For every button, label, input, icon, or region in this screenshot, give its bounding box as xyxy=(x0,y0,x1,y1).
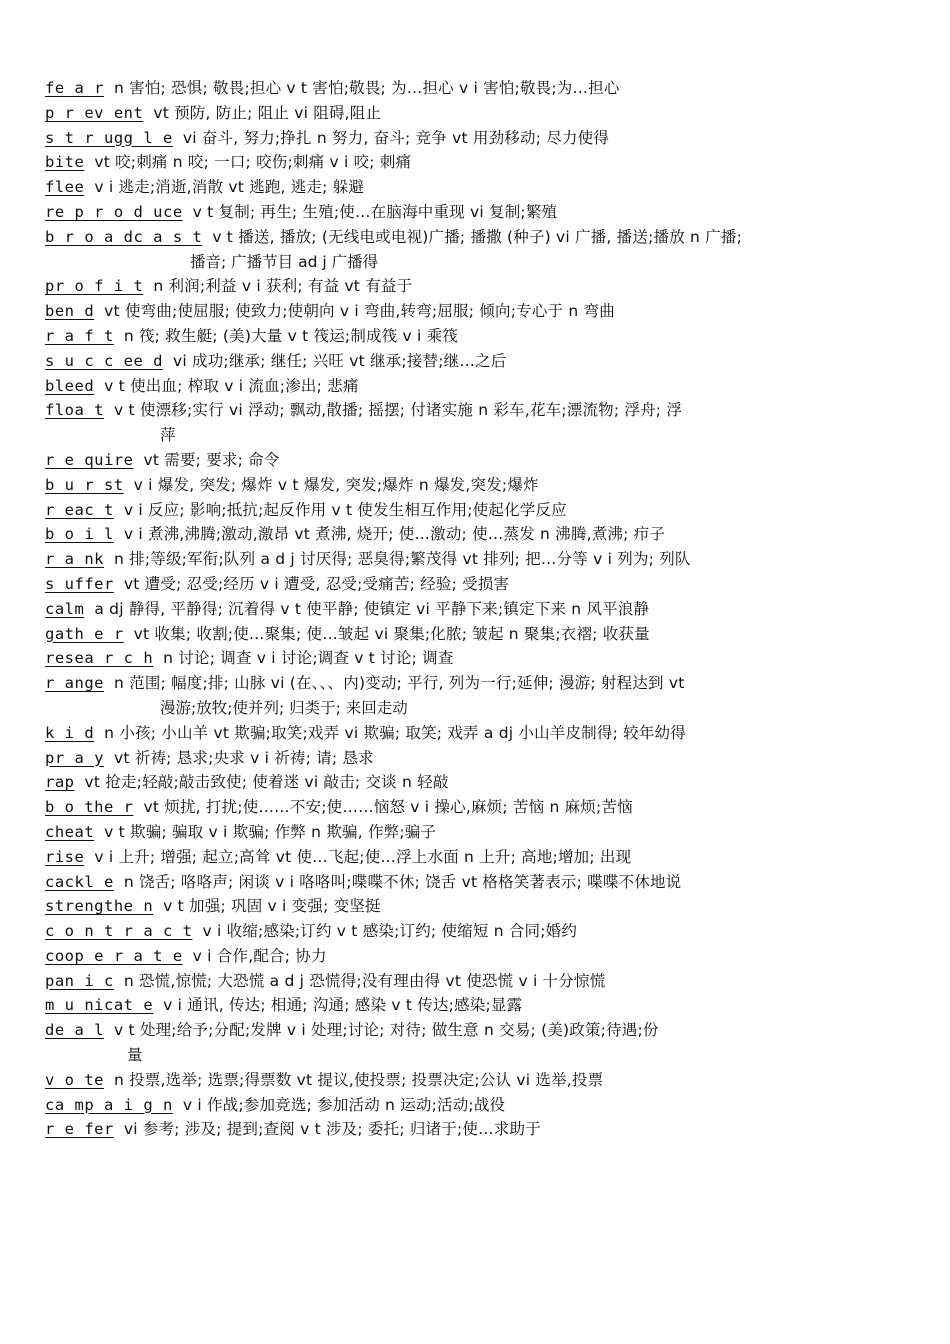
vocab-definition: v i 反应; 影响;抵抗;起反作用 v t 使发生相互作用;使起化学反应 xyxy=(123,500,567,519)
vocab-entry xyxy=(45,993,905,1018)
vocab-entry xyxy=(45,845,905,870)
vocab-entry xyxy=(45,76,905,101)
vocab-word: r e fer xyxy=(45,1120,114,1139)
vocab-word: r a nk xyxy=(45,550,104,569)
vocab-word: p r ev ent xyxy=(45,103,144,122)
vocab-word: pan i c xyxy=(45,971,114,990)
vocab-definition: n 利润;利益 v i 获利; 有益 vt 有益于 xyxy=(153,277,413,296)
vocab-entry xyxy=(45,101,905,126)
vocab-word: re p r o d uce xyxy=(45,202,183,221)
vocab-word: flee xyxy=(45,178,85,197)
vocab-definition: v t 使漂移;实行 vi 浮动; 飘动,散播; 摇摆; 付诸实施 n 彩车,花车;漂流物; 浮舟; 浮 xyxy=(114,401,683,420)
vocab-word: cackl e xyxy=(45,872,114,891)
vocab-entry xyxy=(45,374,905,399)
vocab-definition: v t 复制; 再生; 生殖;使…在脑海中重现 vi 复制;繁殖 xyxy=(192,202,558,221)
vocab-entry xyxy=(45,448,905,473)
vocab-entry xyxy=(45,969,905,994)
vocab-word: k i d xyxy=(45,723,95,742)
vocab-definition: vt 使弯曲;使屈服; 使致力;使朝向 v i 弯曲,转弯;屈服; 倾向;专心于 n 弯曲 xyxy=(104,302,615,321)
vocab-entry xyxy=(45,1068,905,1093)
vocab-word: resea r c h xyxy=(45,649,154,668)
vocab-word: s t r ugg l e xyxy=(45,128,173,147)
vocab-definition: vt 预防, 防止; 阻止 vi 阻碍,阻止 xyxy=(153,103,382,122)
vocab-definition-continued: 播音; 广播节目 ad j 广播得 xyxy=(190,252,379,271)
vocab-word: de a l xyxy=(45,1021,104,1040)
vocab-entry xyxy=(45,1093,905,1118)
vocab-entry xyxy=(45,473,905,498)
vocab-definition: vt 需要; 要求; 命令 xyxy=(143,450,280,469)
vocab-definition-continued: 萍 xyxy=(160,426,176,445)
vocab-entry xyxy=(45,225,905,275)
vocab-definition: n 筏; 救生艇; (美)大量 v t 筏运;制成筏 v i 乘筏 xyxy=(123,326,459,345)
vocab-definition-continued: 漫游;放牧;使并列; 归类于; 来回走动 xyxy=(160,698,408,717)
vocab-entry xyxy=(45,349,905,374)
vocab-word: b u r st xyxy=(45,475,124,494)
vocab-word: floa t xyxy=(45,401,104,420)
vocab-definition: v t 使出血; 榨取 v i 流血;渗出; 悲痛 xyxy=(104,376,359,395)
vocab-entry xyxy=(45,597,905,622)
vocab-entry xyxy=(45,274,905,299)
vocab-word: pr o f i t xyxy=(45,277,144,296)
vocab-word: ca mp a i g n xyxy=(45,1095,173,1114)
vocab-word: r e quire xyxy=(45,450,134,469)
vocab-word: strengthe n xyxy=(45,897,154,916)
vocab-entry xyxy=(45,572,905,597)
vocab-word: c o n t r a c t xyxy=(45,922,193,941)
vocab-entry xyxy=(45,770,905,795)
vocab-definition: v t 加强; 巩固 v i 变强; 变坚挺 xyxy=(163,897,381,916)
vocab-definition: v i 煮沸,沸腾;激动,激昂 vt 煮沸, 烧开; 使…激动; 使…蒸发 n 沸腾,煮沸; 疖子 xyxy=(123,525,666,544)
vocab-word: b o i l xyxy=(45,525,114,544)
vocab-entry xyxy=(45,646,905,671)
vocab-word: m u nicat e xyxy=(45,996,154,1015)
vocab-word: rap xyxy=(45,773,75,792)
vocab-entry xyxy=(45,919,905,944)
vocab-entry xyxy=(45,746,905,771)
vocab-entry xyxy=(45,547,905,572)
vocab-definition: vt 祈祷; 恳求;央求 v i 祈祷; 请; 恳求 xyxy=(114,748,374,767)
vocab-definition: vi 奋斗, 努力;挣扎 n 努力, 奋斗; 竞争 vt 用劲移动; 尽力使得 xyxy=(182,128,610,147)
vocab-word: s u c c ee d xyxy=(45,351,163,370)
vocab-entry xyxy=(45,324,905,349)
vocab-definition: vt 抢走;轻敲;敲击致使; 使着迷 vi 敲击; 交谈 n 轻敲 xyxy=(84,773,449,792)
vocab-definition: n 范围; 幅度;排; 山脉 vi (在、、、内)变动; 平行, 列为一行;延伸; 漫游; 射程达到 vt xyxy=(114,674,685,693)
vocab-definition: v i 作战;参加竞选; 参加活动 n 运动;活动;战役 xyxy=(182,1095,506,1114)
vocab-word: gath e r xyxy=(45,624,124,643)
vocab-word: ben d xyxy=(45,302,95,321)
vocab-entry xyxy=(45,1018,905,1068)
vocab-entry xyxy=(45,820,905,845)
vocab-entry xyxy=(45,200,905,225)
vocab-word: coop e r a t e xyxy=(45,946,183,965)
vocab-definition: vi 成功;继承; 继任; 兴旺 vt 继承;接替;继…之后 xyxy=(172,351,507,370)
vocab-entry xyxy=(45,150,905,175)
vocab-word: fe a r xyxy=(45,79,104,97)
vocab-entry xyxy=(45,1117,905,1142)
vocab-word: r ange xyxy=(45,674,104,693)
vocab-definition: n 排;等级;军衔;队列 a d j 讨厌得; 恶臭得;繁茂得 vt 排列; 把…分等 v i 列为; 列队 xyxy=(114,550,691,569)
vocab-word: r a f t xyxy=(45,326,114,345)
vocab-definition: v i 合作,配合; 协力 xyxy=(192,946,327,965)
vocab-word: b o the r xyxy=(45,798,134,817)
vocab-definition: vt 遭受; 忍受;经历 v i 遭受, 忍受;受痛苦; 经验; 受损害 xyxy=(123,574,510,593)
vocabulary-list xyxy=(45,76,905,1142)
vocab-entry xyxy=(45,721,905,746)
vocab-word: s uffer xyxy=(45,574,114,593)
vocab-definition: v i 通讯, 传达; 相通; 沟通; 感染 v t 传达;感染;显露 xyxy=(163,996,523,1015)
vocab-definition: v t 欺骗; 骗取 v i 欺骗; 作弊 n 欺骗, 作弊;骗子 xyxy=(104,822,437,841)
vocab-entry xyxy=(45,944,905,969)
vocab-definition-continued: 量 xyxy=(127,1046,143,1065)
vocab-definition: v t 播送, 播放; (无线电或电视)广播; 播撒 (种子) vi 广播, 播送;播放 n 广播; xyxy=(212,227,742,246)
vocab-word: calm xyxy=(45,599,85,618)
vocab-entry xyxy=(45,671,905,721)
vocab-definition: a dj 静得, 平静得; 沉着得 v t 使平静; 使镇定 vi 平静下来;镇定下来 n 风平浪静 xyxy=(94,599,650,618)
vocab-word: pr a y xyxy=(45,748,104,767)
vocab-entry xyxy=(45,175,905,200)
vocab-definition: n 投票,选举; 选票;得票数 vt 提议,使投票; 投票决定;公认 vi 选举,投票 xyxy=(114,1070,604,1089)
vocab-definition: v i 逃走;消逝,消散 vt 逃跑, 逃走; 躲避 xyxy=(94,178,365,197)
vocab-entry xyxy=(45,498,905,523)
vocab-word: v o te xyxy=(45,1070,104,1089)
vocab-definition: v t 处理;给予;分配;发牌 v i 处理;讨论; 对待; 做生意 n 交易; (美)政策;待遇;份 xyxy=(114,1021,659,1040)
vocab-word: bite xyxy=(45,153,85,172)
vocab-entry xyxy=(45,299,905,324)
vocab-definition: vt 烦扰, 打扰;使……不安;使……恼怒 v i 操心,麻烦; 苦恼 n 麻烦;苦恼 xyxy=(143,798,633,817)
vocab-word: r eac t xyxy=(45,500,114,519)
vocab-definition: n 讨论; 调查 v i 讨论;调查 v t 讨论; 调查 xyxy=(163,649,454,668)
vocab-entry xyxy=(45,622,905,647)
vocab-definition: vt 收集; 收割;使…聚集; 使…皱起 vi 聚集;化脓; 皱起 n 聚集;衣褶; 收获量 xyxy=(133,624,650,643)
vocab-entry xyxy=(45,894,905,919)
vocab-definition: v i 收缩;感染;订约 v t 感染;订约; 使缩短 n 合同;婚约 xyxy=(202,922,578,941)
vocab-definition: n 饶舌; 咯咯声; 闲谈 v i 咯咯叫;喋喋不休; 饶舌 vt 格格笑著表示; 喋喋不休地说 xyxy=(123,872,682,891)
vocab-word: b r o a dc a s t xyxy=(45,227,203,246)
vocab-entry xyxy=(45,795,905,820)
vocab-definition: n 恐慌,惊慌; 大恐慌 a d j 恐慌得;没有理由得 vt 使恐慌 v i 十分惊慌 xyxy=(123,971,606,990)
vocab-entry xyxy=(45,126,905,151)
vocab-word: bleed xyxy=(45,376,95,395)
vocab-definition: v i 爆发, 突发; 爆炸 v t 爆发, 突发;爆炸 n 爆发,突发;爆炸 xyxy=(133,475,539,494)
vocab-definition: vi 参考; 涉及; 提到;查阅 v t 涉及; 委托; 归诸于;使…求助于 xyxy=(123,1120,541,1139)
vocab-word: cheat xyxy=(45,822,95,841)
vocab-definition: vt 咬;刺痛 n 咬; 一口; 咬伤;刺痛 v i 咬; 刺痛 xyxy=(94,153,412,172)
vocab-entry xyxy=(45,870,905,895)
vocab-entry xyxy=(45,522,905,547)
vocab-definition: n 小孩; 小山羊 vt 欺骗;取笑;戏弄 vi 欺骗; 取笑; 戏弄 a dj 小山羊皮制得; 较年幼得 xyxy=(104,723,686,742)
vocab-definition: n 害怕; 恐惧; 敬畏;担心 v t 害怕;敬畏; 为…担心 v i 害怕;敬畏;为…担心 xyxy=(114,79,620,97)
vocab-entry xyxy=(45,398,905,448)
vocab-word: rise xyxy=(45,847,85,866)
vocab-definition: v i 上升; 增强; 起立;高耸 vt 使…飞起;使…浮上水面 n 上升; 高地;增加; 出现 xyxy=(94,847,632,866)
